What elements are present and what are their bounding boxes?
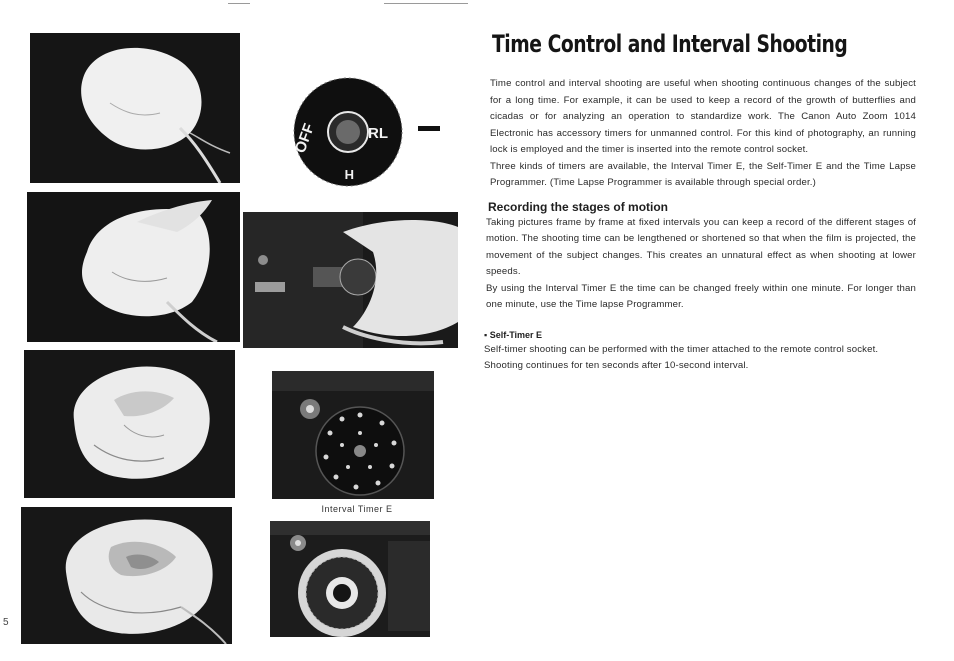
dial-off-label: OFF <box>291 121 319 156</box>
page-number: 5 <box>3 617 9 628</box>
flower-half-open-photo <box>24 350 235 498</box>
run-lock-dial-illustration <box>284 62 412 202</box>
self-timer-heading: ▪ Self-Timer E <box>484 329 543 340</box>
recording-paragraph-2: By using the Interval Timer E the time can be changed freely within one minute. For longer than one minute, use the Time lapse Programmer. <box>486 282 916 310</box>
interval-timer-photo <box>272 371 434 499</box>
top-rule-left <box>228 3 250 4</box>
dial-h-label: H <box>344 167 354 182</box>
dial-pointer-mark <box>418 126 440 131</box>
self-timer-photo <box>270 521 430 637</box>
self-timer-paragraph-2: Shooting continues for ten seconds after 10-second interval. <box>484 360 749 371</box>
flower-opening-photo <box>27 192 240 342</box>
page-title: Time Control and Interval Shooting <box>492 30 848 58</box>
top-rule-right <box>384 3 468 4</box>
recording-section-heading: Recording the stages of motion <box>488 199 669 214</box>
recording-paragraph-1: Taking pictures frame by frame at fixed intervals you can keep a record of the different stages of motion. The shooting time can be lengthened or shortened so that when the film is projected, the movement of the subject changes. This creates an unnatural effect as when shooting at lower speeds. <box>486 216 916 277</box>
flower-full-bloom-photo <box>21 507 232 644</box>
interval-timer-caption: Interval Timer E <box>321 504 393 514</box>
intro-paragraph-2: Three kinds of timers are available, the Interval Timer E, the Self-Timer E and the Time Lapse Programmer. (Time Lapse Programmer is available through special order.) <box>490 160 916 188</box>
timer-insertion-photo <box>243 212 458 348</box>
intro-paragraph-1: Time control and interval shooting are useful when shooting continuous changes of the subject for a long time. For example, it can be used to keep a record of the growth of butterflies and cicadas or for analyzing an operation to standardize work. The Canon Auto Zoom 1014 Electronic has accessory timers for unmanned control. For this kind of photography, an running lock is employed and the timer is inserted into the remote control socket. <box>490 78 916 155</box>
text-column <box>484 30 916 375</box>
self-timer-paragraph-1: Self-timer shooting can be performed with the timer attached to the remote control socket. <box>484 343 879 355</box>
dial-run-label: RL <box>368 125 388 142</box>
flower-bud-photo <box>30 33 240 183</box>
